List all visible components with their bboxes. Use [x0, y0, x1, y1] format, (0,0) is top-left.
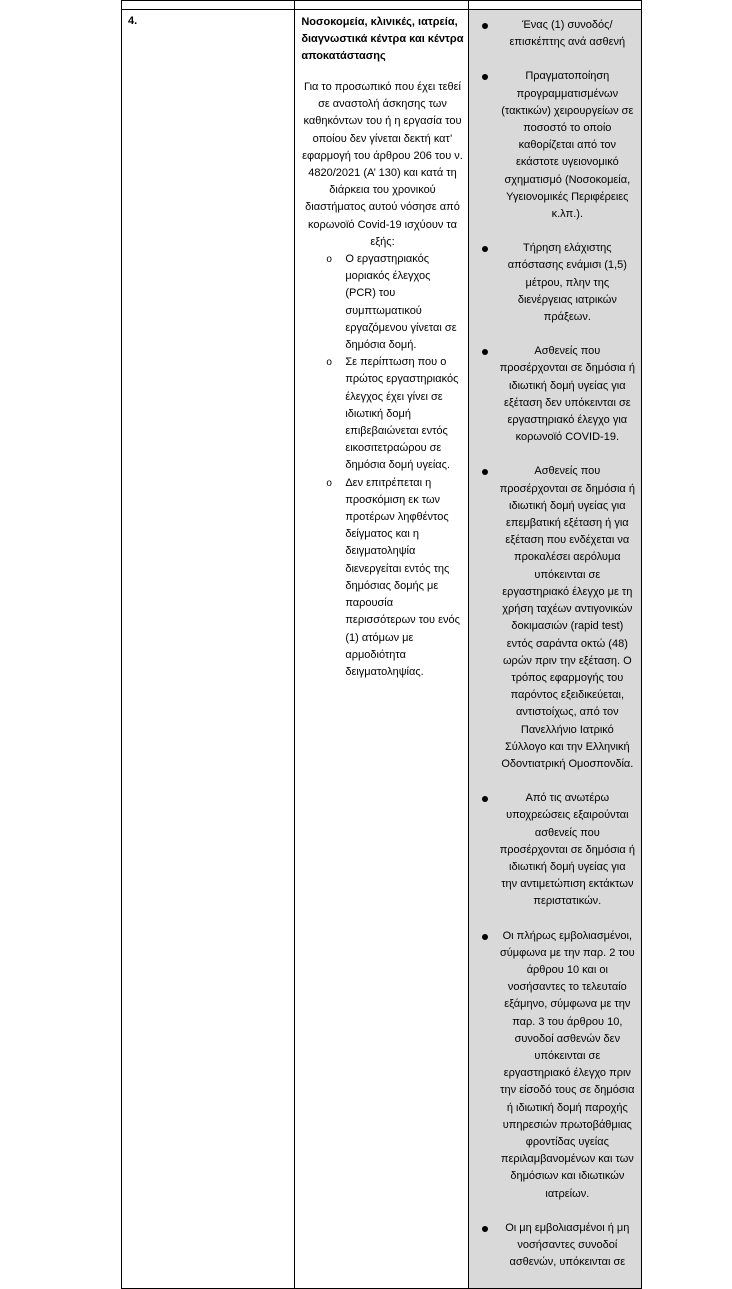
circle-bullet-icon: o	[326, 357, 332, 369]
circle-bullet-icon: o	[326, 254, 332, 266]
bullet-icon	[482, 469, 488, 475]
bullet-icon	[482, 349, 488, 355]
measure-text: Ένας (1) συνοδός/επισκέπτης ανά ασθενή	[509, 19, 626, 49]
list-item	[301, 354, 463, 474]
bullet-icon	[482, 74, 488, 80]
list-item	[482, 928, 635, 1203]
row-number: 4.	[128, 15, 138, 27]
list-item	[482, 1220, 635, 1272]
measure-text: Ασθενείς που προσέρχονται σε δημόσια ή ιδιωτική δομή υγείας για εξέταση δεν υπόκεινται σε εργαστηριακό έλεγχο για κορωνοϊό COVID-19.	[499, 345, 635, 444]
sub-item-text: Ο εργαστηριακός μοριακός έλεγχος (PCR) του συμπτωματικού εργαζόμενου γίνεται σε δημόσια δομή.	[345, 253, 457, 352]
bullet-icon	[482, 934, 488, 940]
measures-list	[482, 17, 635, 1271]
sub-item-text: Δεν επιτρέπεται η προσκόμιση εκ των προτέρων ληφθέντος δείγματος και η δειγματοληψία διενεργείται εντός της δημόσιας δομής με παρουσία περισσότερων του ενός (1) ατόμων με αρμοδιότητα δειγματοληψίας.	[345, 476, 460, 678]
list-item	[301, 475, 463, 681]
bullet-icon	[482, 23, 488, 29]
category-cell	[295, 10, 468, 1289]
bullet-icon	[482, 796, 488, 802]
measures-cell	[468, 10, 641, 1289]
previous-row-strip	[122, 1, 642, 10]
measures-table	[121, 0, 642, 1289]
row-number-cell	[122, 10, 295, 1289]
previous-row-category-cell	[295, 1, 468, 10]
sub-item-text: Σε περίπτωση που ο πρώτος εργαστηριακός έλεγχος έχει γίνει σε ιδιωτική δομή επιβεβαιώνεται εντός εικοσιτετραώρου σε δημόσια δομή υγείας.	[345, 356, 459, 472]
circle-bullet-icon: o	[326, 477, 332, 489]
sub-item-list	[301, 251, 463, 681]
list-item	[301, 251, 463, 354]
category-heading: Νοσοκομεία, κλινικές, ιατρεία, διαγνωστικά κέντρα και κέντρα αποκατάστασης	[301, 16, 464, 62]
list-item	[482, 17, 635, 51]
previous-row-measures-cell	[468, 1, 641, 10]
table-row	[122, 10, 642, 1289]
bullet-icon	[482, 1226, 488, 1232]
list-item	[482, 790, 635, 910]
measure-text: Τήρηση ελάχιστης απόστασης ενάμισι (1,5) μέτρου, πλην της διενέργειας ιατρικών πράξεων.	[507, 242, 627, 324]
category-intro: Για το προσωπικό που έχει τεθεί σε αναστολή άσκησης των καθηκόντων του ή η εργασία του οποίου δεν γίνεται δεκτή κατ’ εφαρμογή του άρθρου 206 του ν. 4820/2021 (Α’ 130) και κατά τη διάρκεια του χρονικού διαστήματος αυτού νόσησε από κορωνοϊό Covid-19 ισχύουν τα εξής:	[302, 81, 463, 248]
measure-text: Από τις ανωτέρω υποχρεώσεις εξαιρούνται ασθενείς που προσέρχονται σε δημόσια ή ιδιωτική δομή υγείας για την αντιμετώπιση εκτάκτων περιστατικών.	[499, 792, 635, 908]
list-item	[482, 463, 635, 773]
list-item	[482, 240, 635, 326]
measure-text: Ασθενείς που προσέρχονται σε δημόσια ή ιδιωτική δομή υγείας για επεμβατική εξέταση ή για εξέταση που ενδέχεται να προκαλέσει αερόλυμα υπόκεινται σε εργαστηριακό έλεγχο με τη χρήση ταχέων αντιγονικών δοκιμασιών (rapid test) εντός σαράντα οκτώ (48) ωρών πριν την εξέταση. Ο τρόπος εφαρμογής του παρόντος εξειδικεύεται, αντιστοίχως, από τον Πανελλήνιο Ιατρικό Σύλλογο και την Ελληνική Οδοντιατρική Ομοσπονδία.	[499, 465, 635, 770]
bullet-icon	[482, 246, 488, 252]
previous-row-number-cell	[122, 1, 295, 10]
list-item	[482, 68, 635, 223]
measure-text: Οι πλήρως εμβολιασμένοι, σύμφωνα με την παρ. 2 του άρθρου 10 και οι νοσήσαντες το τελευταίο εξάμηνο, σύμφωνα με την παρ. 3 του άρθρου 10, συνοδοί ασθενών δεν υπόκεινται σε εργαστηριακό έλεγχο πριν την είσοδό τους σε δημόσια ή ιδιωτική δομή παροχής υπηρεσιών πρωτοβάθμιας φροντίδας υγείας περιλαμβανομένων και των δημόσιων και ιδιωτικών ιατρείων.	[499, 929, 635, 1200]
list-item	[482, 343, 635, 446]
measure-text: Πραγματοποίηση προγραμματισμένων (τακτικών) χειρουργείων σε ποσοστό το οποίο καθορίζεται από τον εκάστοτε υγειονομικό σχηματισμό (Νοσοκομεία, Υγειονομικές Περιφέρειες κ.λπ.).	[501, 70, 634, 221]
measure-text: Οι μη εμβολιασμένοι ή μη νοσήσαντες συνοδοί ασθενών, υπόκεινται σε	[505, 1221, 630, 1269]
